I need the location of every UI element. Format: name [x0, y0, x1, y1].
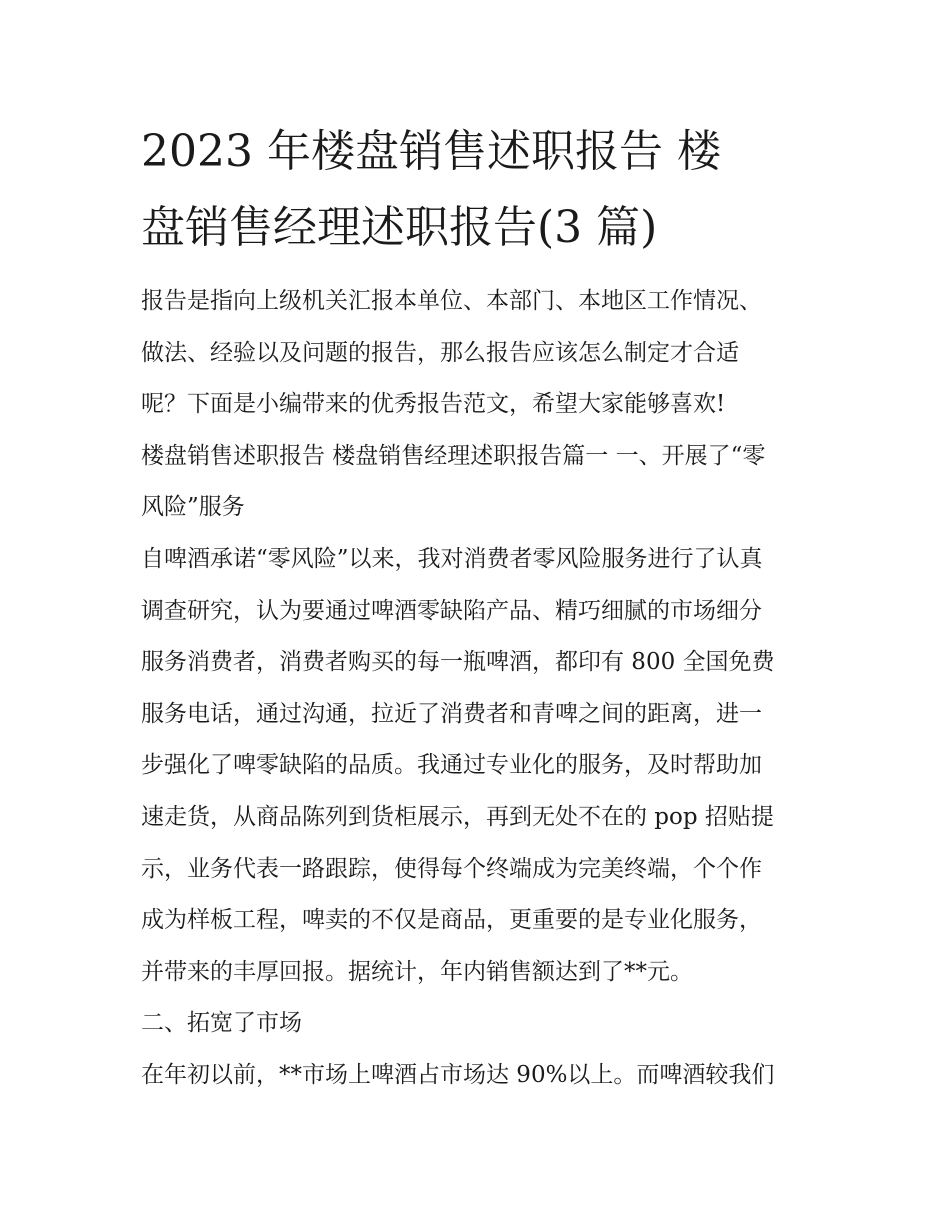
body-line: 速走货，从商品陈列到货柜展示，再到无处不在的 pop 招贴提	[141, 803, 774, 830]
document-title	[141, 114, 813, 266]
section-heading-line: 楼盘销售述职报告 楼盘销售经理述职报告篇一 一、开展了“零	[141, 442, 766, 469]
body-line: 服务电话，通过沟通，拉近了消费者和青啤之间的距离，进一	[141, 700, 762, 727]
body-line: 报告是指向上级机关汇报本单位、本部门、本地区工作情况、	[141, 288, 762, 314]
body-line: 自啤酒承诺“零风险”以来，我对消费者零风险服务进行了认真	[141, 545, 763, 572]
body-line: 步强化了啤零缺陷的品质。我通过专业化的服务，及时帮助加	[141, 752, 762, 779]
title-line-1: 2023 年楼盘销售述职报告 楼	[141, 126, 721, 177]
body-line: 调查研究，认为要通过啤酒零缺陷产品、精巧细腻的市场细分	[141, 597, 762, 624]
section-heading-line: 风险”服务	[141, 494, 245, 521]
body-line: 呢？下面是小编带来的优秀报告范文，希望大家能够喜欢!	[141, 391, 726, 418]
body-line: 成为样板工程，啤卖的不仅是商品，更重要的是专业化服务，	[141, 907, 762, 934]
title-line-2: 盘销售经理述职报告(3 篇)	[141, 202, 658, 253]
body-line: 服务消费者，消费者购买的每一瓶啤酒，都印有 800 全国免费	[141, 649, 775, 676]
body-line: 示，业务代表一路跟踪，使得每个终端成为完美终端，个个作	[141, 855, 762, 882]
body-line: 在年初以前，**市场上啤酒占市场达 90%以上。而啤酒较我们	[141, 1061, 775, 1088]
body-line: 并带来的丰厚回报。据统计，年内销售额达到了**元。	[141, 958, 693, 985]
body-line: 做法、经验以及问题的报告，那么报告应该怎么制定才合适	[141, 339, 739, 366]
document-page	[141, 0, 813, 1229]
section-heading-line: 二、拓宽了市场	[141, 1010, 302, 1037]
document-body	[141, 276, 813, 1102]
